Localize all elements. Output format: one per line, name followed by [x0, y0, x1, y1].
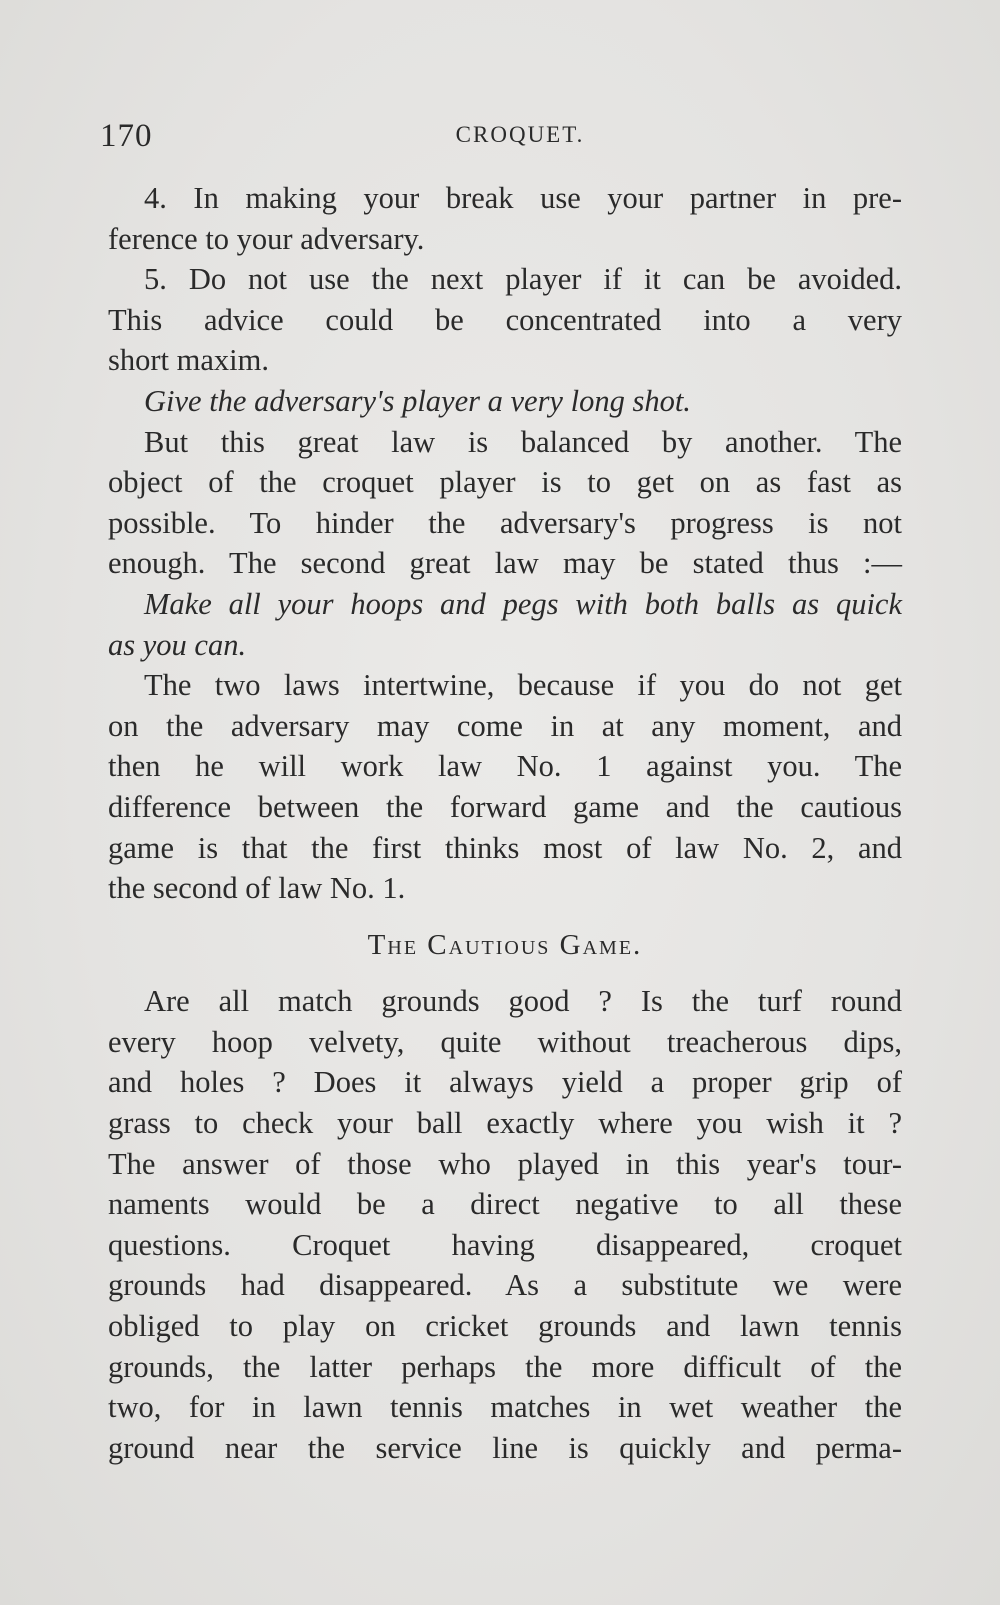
running-title: CROQUET. [455, 122, 585, 147]
text-line: every hoop velvety, quite without treacherous dips, [108, 1024, 902, 1059]
text-line: the second of law No. 1. [108, 871, 406, 906]
text-line: possible. To hinder the adversary's progress is not [108, 505, 902, 540]
text-line: game is that the first thinks most of law No. 2, and [108, 830, 902, 865]
section-heading: The Cautious Game. [367, 928, 643, 961]
text-line: object of the croquet player is to get on as fast as [108, 465, 902, 500]
text-line: But this great law is balanced by another. The [144, 424, 902, 459]
text-line: 4. In making your break use your partner in pre- [144, 181, 902, 215]
text-line: Are all match grounds good ? Is the turf round [144, 984, 902, 1019]
text-line: grounds had disappeared. As a substitute we were [108, 1268, 902, 1303]
page-number: 170 [100, 118, 153, 154]
text-line: The two laws intertwine, because if you do not get [144, 668, 902, 703]
text-line: then he will work law No. 1 against you. The [108, 749, 902, 784]
text-line: obliged to play on cricket grounds and lawn tennis [108, 1309, 902, 1344]
text-line: questions. Croquet having disappeared, croquet [108, 1227, 902, 1262]
maxim-one: Give the adversary's player a very long shot. [144, 383, 691, 418]
maxim-two: Make all your hoops and pegs with both balls as quick [144, 586, 902, 621]
text-line: grass to check your ball exactly where you wish it ? [108, 1106, 902, 1141]
body-text [108, 178, 902, 1468]
text-line: ground near the service line is quickly and perma- [108, 1430, 902, 1465]
running-head [100, 118, 900, 158]
text-line: grounds, the latter perhaps the more difficult of the [108, 1349, 902, 1384]
text-line: This advice could be concentrated into a very [108, 302, 902, 337]
text-line: difference between the forward game and the cautious [108, 789, 902, 824]
text-line: short maxim. [108, 343, 269, 378]
maxim-two-continued: as you can. [108, 627, 247, 662]
text-line: and holes ? Does it always yield a proper grip of [108, 1065, 902, 1100]
text-line: enough. The second great law may be stated thus :— [108, 546, 902, 581]
text-line: 5. Do not use the next player if it can be avoided. [144, 262, 902, 297]
text-line: The answer of those who played in this year's tour- [108, 1146, 902, 1181]
text-line: two, for in lawn tennis matches in wet weather the [108, 1390, 902, 1425]
text-line: ference to your adversary. [108, 221, 425, 256]
text-line: naments would be a direct negative to all these [108, 1187, 902, 1222]
text-line: on the adversary may come in at any moment, and [108, 708, 902, 743]
